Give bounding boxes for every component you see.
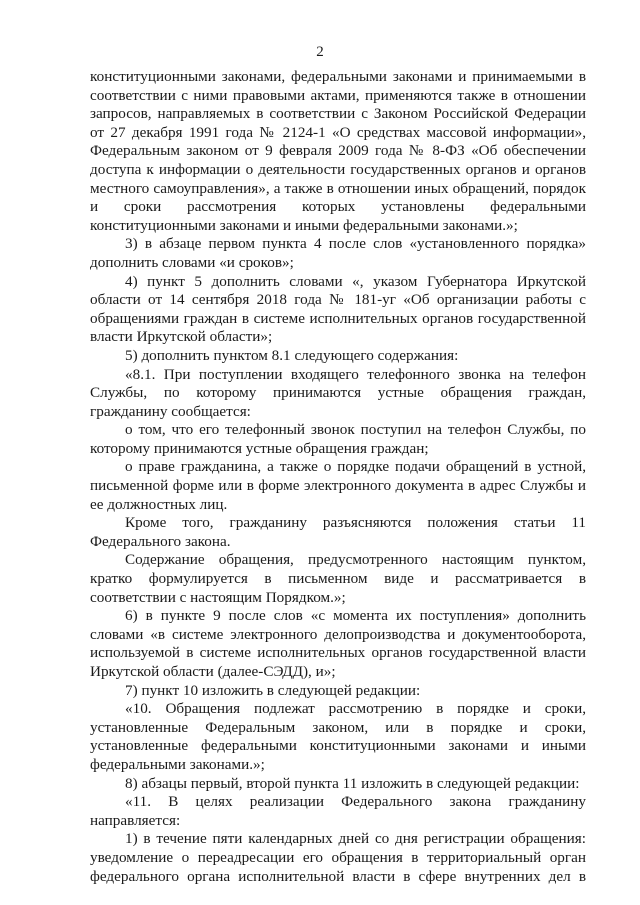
paragraph-8-1: «8.1. При поступлении входящего телефонного звонка на телефон Службы, по которому принимаются устные обращения граждан, гражданину сообщается: (90, 365, 586, 420)
paragraph-11: «11. В целях реализации Федерального закона гражданину направляется: (90, 793, 586, 829)
paragraph-content-summary: Содержание обращения, предусмотренного настоящим пунктом, кратко формулируется в письменном виде и рассматривается в соответствии с настоящим Порядком.»; (90, 551, 586, 606)
paragraph-item-3: 3) в абзаце первом пункта 4 после слов «установленного порядка» дополнить словами «и сроков»; (90, 235, 586, 271)
paragraph-rights-info: о праве гражданина, а также о порядке подачи обращений в устной, письменной форме или в форме электронного документа в адрес Службы и ее должностных лиц. (90, 458, 586, 513)
paragraph-continuation: конституционными законами, федеральными законами и принимаемыми в соответствии с ними правовыми актами, применяются также в отношении запросов, направляемых в соответствии с Законом Российской Федерации от 27 декабря 1991 года № 2124-1 «О средствах массовой информации», Федеральным законом от 9 февраля 2009 года № 8-ФЗ «Об обеспечении доступа к информации о деятельности государственных органов и органов местного самоуправления», а также в отношении иных обращений, порядок и сроки рассмотрения которых установлены федеральными конституционными законами и иными федеральными законами.»; (90, 68, 586, 234)
paragraph-item-6: 6) в пункте 9 после слов «с момента их поступления» дополнить словами «в системе электронного делопроизводства и документооборота, используемой в системе исполнительных органов государственной власти Иркутской области (далее-СЭДД), и»; (90, 607, 586, 680)
document-body (90, 68, 586, 886)
paragraph-item-4: 4) пункт 5 дополнить словами «, указом Губернатора Иркутской области от 14 сентября 2018 года № 181-уг «Об организации работы с обращениями граждан в системе исполнительных органов государственной власти Иркутской области»; (90, 272, 586, 346)
page-number: 2 (316, 44, 324, 60)
paragraph-item-5: 5) дополнить пунктом 8.1 следующего содержания: (125, 346, 459, 364)
paragraph-call-info: о том, что его телефонный звонок поступил на телефон Службы, по которому принимаются устные обращения граждан; (90, 421, 586, 457)
paragraph-11-1: 1) в течение пяти календарных дней со дня регистрации обращения: уведомление о переадресации его обращения в территориальный орган федерального органа исполнительной власти в сфере внутренних дел в (90, 830, 586, 885)
paragraph-item-8: 8) абзацы первый, второй пункта 11 изложить в следующей редакции: (125, 774, 580, 792)
paragraph-10: «10. Обращения подлежат рассмотрению в порядке и сроки, установленные Федеральным законом, или в порядке и сроки, установленные федеральными конституционными законами и иными федеральными законами.»; (90, 700, 586, 773)
paragraph-article-11: Кроме того, гражданину разъясняются положения статьи 11 Федерального закона. (90, 514, 586, 550)
paragraph-item-7: 7) пункт 10 изложить в следующей редакции: (125, 681, 421, 699)
